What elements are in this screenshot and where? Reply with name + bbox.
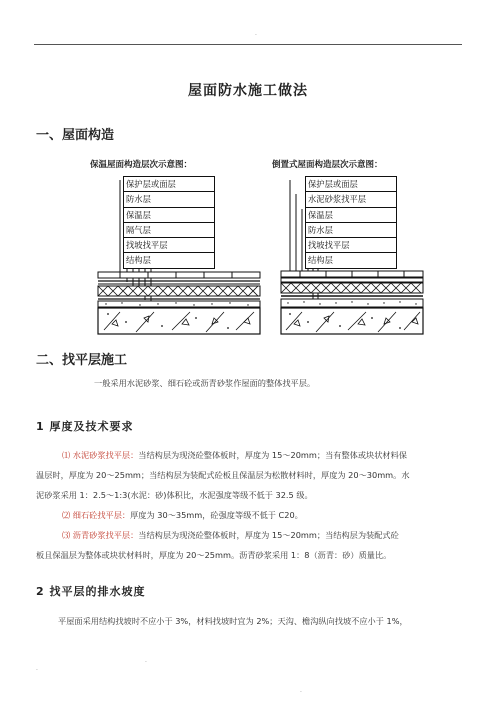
- sub2-line1: 平屋面采用结构找坡时不应小于 3%，材料找坡时宜为 2%；天沟、檐沟纵向找坡不应小于 1%，: [58, 616, 408, 626]
- page-title: 屋面防水施工做法: [188, 83, 308, 99]
- item3-line2: 板且保温层为整体或块状材料时，厚度为 20～25mm。沥青砂浆采用 1：8（沥青：砂）质量比。: [36, 550, 392, 560]
- diagram-left-caption: 保温屋面构造层次示意图：: [90, 160, 193, 170]
- item2-line: [62, 506, 303, 526]
- sub1-heading: 1 厚度及技术要求: [36, 420, 134, 433]
- layer-label: 隔气层: [124, 223, 214, 238]
- item1-line3: 泥砂浆采用 1：2.5～1:3(水泥：砂)体积比，水泥强度等级不低于 32.5 级。: [36, 490, 313, 500]
- footer-dot: .: [145, 657, 147, 664]
- layer-label: 保护层或面层: [306, 177, 396, 192]
- item1-label: ⑴ 水泥砂浆找平层：: [62, 450, 139, 460]
- layer-label: 找坡找平层: [306, 238, 396, 253]
- diagram-right: [280, 172, 424, 338]
- item3-line1: [62, 526, 399, 546]
- item2-label: ⑵ 细石砼找平层：: [62, 510, 131, 520]
- item1-line1: [62, 446, 407, 466]
- layer-label: 保温层: [306, 208, 396, 223]
- section2-intro: 一般采用水泥砂浆、细石砼或沥青砂浆作屋面的整体找平层。: [94, 378, 316, 388]
- layer-label: 水泥砂浆找平层: [306, 192, 396, 207]
- diagram-right-labels: [305, 176, 397, 269]
- item3-text: 当结构层为现浇砼整体板时，厚度为 15～20mm；当结构层为装配式砼: [138, 530, 399, 540]
- item1-line2: 温层时，厚度为 20～25mm；当结构层为装配式砼板且保温层为松散材料时，厚度为 20～30mm。水: [36, 470, 410, 480]
- item3-label: ⑶ 沥青砂浆找平层：: [62, 530, 139, 540]
- diagram-left: [96, 172, 262, 338]
- footer-dot: .: [300, 687, 302, 694]
- layer-label: 结构层: [126, 255, 151, 266]
- layer-label: 防水层: [306, 223, 396, 238]
- layer-label: 找坡找平层: [124, 238, 214, 253]
- section2-heading: 二、找平层施工: [36, 353, 128, 368]
- layer-label: 防水层: [124, 192, 214, 207]
- item2-text: 厚度为 30～35mm，砼强度等级不低于 C20。: [130, 510, 303, 520]
- layer-label: 保温层: [124, 208, 214, 223]
- diagram-left-labels: [123, 176, 215, 269]
- layer-label: 保护层或面层: [124, 177, 214, 192]
- section1-heading: 一、屋面构造: [36, 128, 115, 143]
- item1-text: 当结构层为现浇砼整体板时，厚度为 15～20mm；当有整体或块状材料保: [138, 450, 407, 460]
- layer-label: 结构层: [308, 255, 333, 266]
- header-dot: .: [255, 30, 257, 37]
- sub2-heading: 2 找平层的排水坡度: [36, 585, 146, 598]
- header-rule: [34, 44, 462, 45]
- diagram-right-caption: 倒置式屋面构造层次示意图：: [272, 160, 383, 170]
- footer-dot: .: [36, 665, 38, 672]
